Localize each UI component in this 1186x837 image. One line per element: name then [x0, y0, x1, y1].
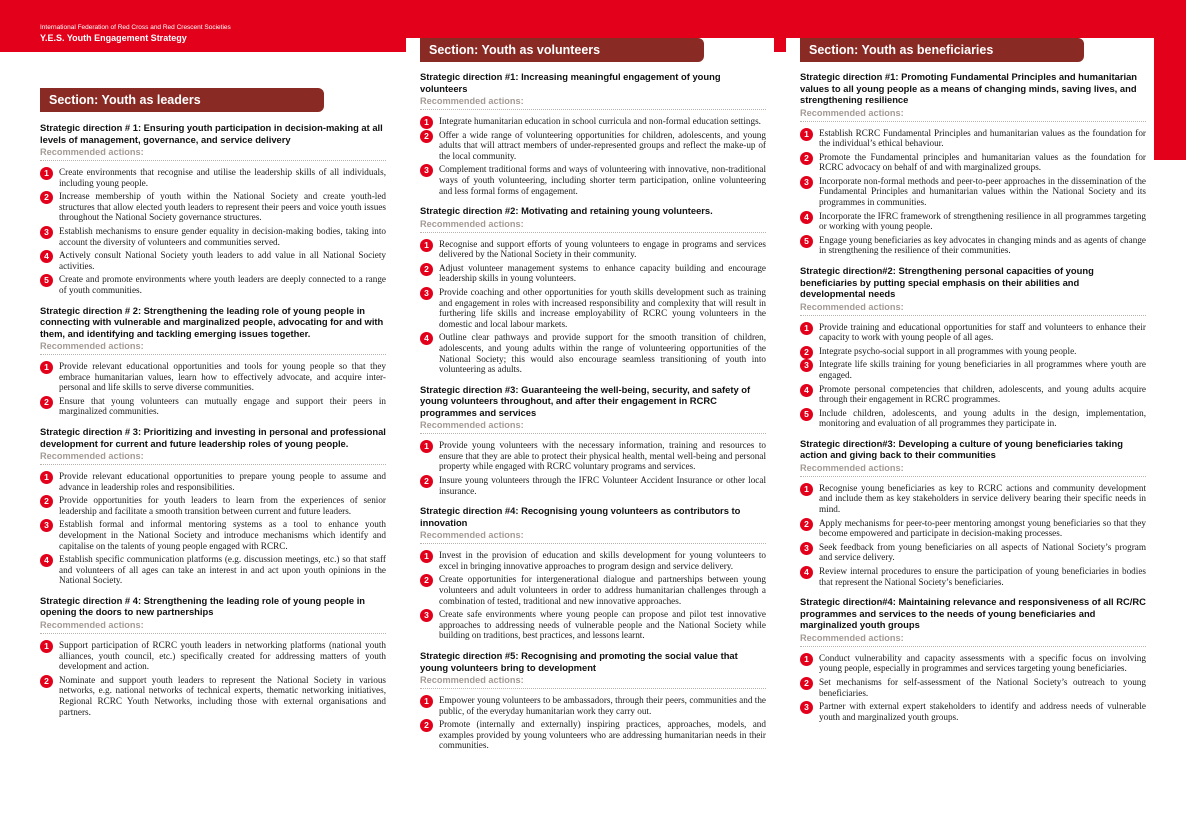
action-text: Empower young volunteers to be ambassadors, through their peers, communities and the public, of the everyday humanitarian work they carry out. [439, 695, 766, 716]
strategic-direction-title: Strategic direction#2: Strengthening personal capacities of young beneficiaries by putting special emphasis on their abilities and developmental needs [800, 265, 1094, 300]
number-badge-icon: 1 [800, 322, 813, 335]
number-badge-icon: 4 [800, 384, 813, 397]
action-list [800, 653, 1146, 723]
number-badge-icon: 4 [800, 211, 813, 224]
number-badge-icon: 1 [420, 116, 433, 129]
number-badge-icon: 1 [800, 653, 813, 666]
strategic-direction-title: Strategic direction #1: Increasing meaningful engagement of young volunteers [420, 71, 721, 94]
section-header: Section: Youth as beneficiaries [800, 38, 1084, 62]
action-item [40, 519, 386, 551]
section-header: Section: Youth as leaders [40, 88, 324, 112]
action-text: Create opportunities for intergenerational dialogue and partnerships between young volunteers and adult volunteers in order to address humanitarian challenges through a combination of tested, traditional and new innovative approaches. [439, 574, 766, 606]
action-item [800, 176, 1146, 208]
action-text: Actively consult National Society youth leaders to add value in all National Society activities. [59, 250, 386, 271]
recommended-actions-label: Recommended actions: [420, 675, 766, 689]
action-item [40, 361, 386, 393]
number-badge-icon: 1 [420, 239, 433, 252]
action-item [420, 719, 766, 751]
action-text: Provide young volunteers with the necessary information, training and resources to ensure that they are able to protect their physical health, mental well-being and personal property while engaged with RCRC voluntary programs and services. [439, 440, 766, 472]
action-item [800, 677, 1146, 698]
action-text: Include children, adolescents, and young adults in the design, implementation, monitoring and evaluation of all programmes they participate in. [819, 407, 1146, 429]
number-badge-icon: 5 [800, 235, 813, 248]
action-item [40, 226, 386, 247]
action-text: Integrate humanitarian education in school curricula and non-formal education settings. [439, 116, 761, 126]
doc-title: Y.E.S. Youth Engagement Strategy [40, 33, 187, 43]
recommended-actions-label: Recommended actions: [40, 620, 386, 634]
number-badge-icon: 4 [40, 250, 53, 263]
action-item [40, 167, 386, 188]
recommended-actions-label: Recommended actions: [420, 420, 766, 434]
action-item [800, 211, 1146, 232]
strategic-direction-title: Strategic direction #1: Promoting Fundamental Principles and humanitarian values to all young people as a means of changing minds, saving lives, and strengthening resilience [800, 71, 1138, 105]
action-item [420, 239, 766, 260]
number-badge-icon: 2 [420, 130, 433, 143]
action-item [420, 116, 766, 127]
action-text: Conduct vulnerability and capacity assessments with a specific focus on involving young people, especially in programmes and services targeting young beneficiaries. [819, 652, 1146, 674]
column-youth-as-beneficiaries [786, 38, 1154, 837]
strategic-direction-title: Strategic direction#3: Developing a culture of young beneficiaries taking action and giving back to their communities [800, 437, 1123, 461]
number-badge-icon: 5 [800, 408, 813, 421]
action-item [420, 574, 766, 606]
column-youth-as-volunteers [406, 38, 774, 837]
org-name: International Federation of Red Cross and Red Crescent Societies [40, 24, 231, 31]
recommended-actions-label: Recommended actions: [40, 341, 386, 355]
number-badge-icon: 4 [800, 566, 813, 579]
action-text: Ensure that young volunteers can mutually engage and support their peers in marginalized communities. [59, 395, 386, 417]
number-badge-icon: 4 [40, 554, 53, 567]
number-badge-icon: 1 [420, 550, 433, 563]
strategic-direction-title: Strategic direction #3: Guaranteeing the well-being, security, and safety of young volunteers throughout, and after their engagement in RCRC programmes and services [420, 383, 751, 418]
action-text: Support participation of RCRC youth leaders in networking platforms (national youth alliances, youth council, etc.) specifically created for addressing matters of youth development and action. [59, 639, 386, 672]
action-item [420, 164, 766, 196]
recommended-actions-label: Recommended actions: [40, 451, 386, 465]
number-badge-icon: 2 [800, 518, 813, 531]
number-badge-icon: 1 [40, 471, 53, 484]
action-item [800, 384, 1146, 405]
number-badge-icon: 1 [800, 483, 813, 496]
action-text: Provide relevant educational opportunities to prepare young people to assume and advance in leadership roles and responsibilities. [59, 471, 386, 492]
action-list [420, 116, 766, 196]
action-text: Adjust volunteer management systems to enhance capacity building and encourage leadership skills in young volunteers. [439, 262, 766, 284]
number-badge-icon: 2 [420, 719, 433, 732]
number-badge-icon: 1 [40, 361, 53, 374]
number-badge-icon: 2 [40, 675, 53, 688]
action-list [40, 167, 386, 296]
number-badge-icon: 4 [420, 332, 433, 345]
action-item [40, 274, 386, 295]
action-text: Recognise young beneficiaries as key to RCRC actions and community development and include them as key stakeholders in service delivery bearing their specific needs in mind. [819, 482, 1146, 515]
strategic-direction-title: Strategic direction # 3: Prioritizing and investing in personal and professional development for current and future leadership roles of young people. [40, 426, 386, 449]
action-text: Establish RCRC Fundamental Principles and humanitarian values as the foundation for the individual’s ethical behaviour. [819, 127, 1146, 149]
strategic-direction-title: Strategic direction # 2: Strengthening the leading role of young people in connecting with vulnerable and marginalized people, advocating for and with them, and identifying and tackling emerging issues together. [40, 304, 384, 339]
action-text: Seek feedback from young beneficiaries on all aspects of National Society’s program and service delivery. [819, 541, 1146, 563]
number-badge-icon: 2 [420, 263, 433, 276]
action-list [800, 322, 1146, 429]
action-list [420, 695, 766, 751]
number-badge-icon: 2 [40, 495, 53, 508]
action-list [420, 239, 766, 375]
action-list [40, 361, 386, 417]
action-text: Provide training and educational opportunities for staff and volunteers to enhance their capacity to work with young people of all ages. [819, 321, 1146, 343]
action-text: Increase membership of youth within the National Society and create youth-led structures that allow elected youth leaders to represent their peers and voice youth issues throughout the National Society governance structures. [59, 191, 386, 223]
action-item [420, 550, 766, 571]
action-item [40, 471, 386, 492]
action-text: Partner with external expert stakeholders to identify and address needs of vulnerable youth and marginalized youth groups. [819, 701, 1146, 722]
action-list [800, 128, 1146, 257]
action-text: Incorporate non-formal methods and peer-to-peer approaches in the dissemination of the Fundamental Principles and humanitarian values within the National Society and its programmes in communities. [819, 175, 1146, 208]
number-badge-icon: 3 [800, 176, 813, 189]
action-item [40, 640, 386, 672]
action-item [40, 191, 386, 223]
action-list [420, 550, 766, 641]
action-item [40, 250, 386, 271]
action-text: Provide opportunities for youth leaders to learn from the experiences of senior leadership and facilitate a smooth transition between current and future leaders. [59, 495, 386, 516]
action-item [800, 322, 1146, 343]
action-item [420, 695, 766, 716]
number-badge-icon: 3 [800, 701, 813, 714]
action-item [40, 554, 386, 586]
strategic-direction-title: Strategic direction # 4: Strengthening the leading role of young people in opening the doors to new partnerships [40, 594, 366, 618]
action-item [40, 396, 386, 417]
action-text: Insure young volunteers through the IFRC Volunteer Accident Insurance or other local insurance. [439, 475, 766, 496]
number-badge-icon: 5 [40, 274, 53, 287]
number-badge-icon: 2 [40, 191, 53, 204]
action-item [800, 566, 1146, 587]
number-badge-icon: 2 [420, 574, 433, 587]
action-list [40, 640, 386, 717]
action-text: Create and promote environments where youth leaders are deeply connected to a range of youth communities. [59, 274, 386, 295]
recommended-actions-label: Recommended actions: [420, 96, 766, 110]
action-item [800, 518, 1146, 539]
action-text: Establish formal and informal mentoring systems as a tool to enhance youth development in the National Society and introduce mechanisms which identify and capitalise on the talents of young people engaged with RCRC. [59, 519, 386, 551]
number-badge-icon: 3 [40, 519, 53, 532]
action-item [420, 130, 766, 162]
action-item [420, 263, 766, 284]
action-text: Promote (internally and externally) inspiring practices, approaches, models, and examples provided by young volunteers who are addressing humanitarian needs in their communities. [439, 719, 766, 751]
recommended-actions-label: Recommended actions: [800, 633, 1146, 647]
recommended-actions-label: Recommended actions: [800, 302, 1146, 316]
action-item [800, 701, 1146, 722]
action-text: Offer a wide range of volunteering opportunities for children, adolescents, and young adults that will attract members of under-represented groups and reflect the make-up of the local community. [439, 129, 766, 161]
number-badge-icon: 3 [420, 164, 433, 177]
action-text: Incorporate the IFRC framework of strengthening resilience in all programmes targeting or working with young people. [819, 210, 1146, 232]
action-item [800, 542, 1146, 563]
number-badge-icon: 3 [40, 226, 53, 239]
action-list [40, 471, 386, 586]
action-item [800, 346, 1146, 357]
action-text: Apply mechanisms for peer-to-peer mentoring amongst young beneficiaries so that they become empowered and participate in decision-making processes. [819, 517, 1146, 539]
number-badge-icon: 2 [420, 475, 433, 488]
action-item [420, 609, 766, 641]
action-text: Establish specific communication platforms (e.g. discussion meetings, etc.) so that staff and volunteers of all ages can take an interest in and act upon youth opinions in the National Society. [59, 554, 386, 586]
action-item [800, 483, 1146, 515]
action-text: Integrate life skills training for young beneficiaries in all programmes where youth are engaged. [819, 359, 1146, 380]
action-text: Engage young beneficiaries as key advocates in changing minds and as agents of change in strengthening the resilience of their communities. [819, 234, 1146, 256]
action-item [800, 408, 1146, 429]
number-badge-icon: 1 [420, 695, 433, 708]
number-badge-icon: 3 [420, 609, 433, 622]
action-item [40, 675, 386, 717]
action-text: Promote personal competencies that children, adolescents, and young adults acquire through their engagement in RCRC programmes. [819, 383, 1146, 405]
strategic-direction-title: Strategic direction #5: Recognising and promoting the social value that young volunteers bring to development [420, 650, 738, 673]
number-badge-icon: 1 [40, 640, 53, 653]
number-badge-icon: 2 [800, 677, 813, 690]
action-text: Complement traditional forms and ways of volunteering with innovative, non-traditional ways of youth volunteering, including shorter term participation, online volunteering and less formal forms of engagement. [439, 164, 766, 196]
action-text: Integrate psycho-social support in all programmes with young people. [819, 345, 1077, 356]
action-item [800, 128, 1146, 149]
action-item [800, 653, 1146, 674]
number-badge-icon: 1 [420, 440, 433, 453]
action-text: Nominate and support youth leaders to represent the National Society in various networks, e.g. national networks of technical experts, thematic networking initiatives, Regional RCRC Youth Networks, including those with external organisations and partners. [59, 674, 386, 717]
recommended-actions-label: Recommended actions: [420, 530, 766, 544]
strategic-direction-title: Strategic direction #2: Motivating and retaining young volunteers. [420, 205, 713, 217]
recommended-actions-label: Recommended actions: [40, 147, 386, 161]
action-text: Set mechanisms for self-assessment of the National Society’s outreach to young beneficiaries. [819, 676, 1146, 698]
action-item [420, 287, 766, 329]
action-item [40, 495, 386, 516]
recommended-actions-label: Recommended actions: [420, 219, 766, 233]
action-item [420, 440, 766, 472]
action-text: Recognise and support efforts of young volunteers to engage in programs and services delivered by the National Society in their community. [439, 238, 766, 260]
action-list [800, 483, 1146, 587]
strategic-direction-title: Strategic direction # 1: Ensuring youth participation in decision-making at all levels of management, governance, and service delivery [40, 122, 383, 145]
action-item [800, 235, 1146, 256]
action-item [420, 332, 766, 374]
action-text: Review internal procedures to ensure the participation of young beneficiaries in bodies that represent the National Society’s beneficiaries. [819, 566, 1146, 587]
action-list [420, 440, 766, 496]
action-text: Create environments that recognise and utilise the leadership skills of all individuals, including young people. [59, 167, 386, 188]
number-badge-icon: 1 [800, 128, 813, 141]
action-item [800, 359, 1146, 380]
recommended-actions-label: Recommended actions: [800, 463, 1146, 477]
number-badge-icon: 1 [40, 167, 53, 180]
number-badge-icon: 2 [800, 152, 813, 165]
number-badge-icon: 2 [40, 396, 53, 409]
action-text: Provide relevant educational opportunities and tools for young people so that they embrace humanitarian values, learn how to effectively advocate, and acquire inter-personal and life skills to serve diverse communities. [59, 361, 386, 393]
action-item [420, 475, 766, 496]
recommended-actions-label: Recommended actions: [800, 108, 1146, 122]
number-badge-icon: 3 [800, 359, 813, 372]
strategic-direction-title: Strategic direction#4: Maintaining relevance and responsiveness of all RC/RC programmes and services to the needs of young beneficiaries and marginalized youth groups [800, 596, 1146, 631]
number-badge-icon: 3 [800, 542, 813, 555]
action-text: Outline clear pathways and provide support for the smooth transition of children, adolescents, and young adults within the range of volunteering opportunities of the National Society; this would also encourage seamless transitioning of youth into volunteering as adults. [439, 332, 766, 375]
column-youth-as-leaders [26, 88, 394, 837]
number-badge-icon: 3 [420, 287, 433, 300]
number-badge-icon: 2 [800, 346, 813, 359]
strategic-direction-title: Strategic direction #4: Recognising young volunteers as contributors to innovation [420, 505, 741, 528]
section-header: Section: Youth as volunteers [420, 38, 704, 62]
action-text: Promote the Fundamental principles and humanitarian values as the foundation for RCRC advocacy on behalf of and with marginalized groups. [819, 151, 1146, 173]
action-text: Create safe environments where young people can propose and pilot test innovative approaches to addressing needs of vulnerable people and the National Society while building on traditions, best practices, and lessons learnt. [439, 609, 766, 641]
action-item [800, 152, 1146, 173]
action-text: Provide coaching and other opportunities for youth skills development such as training and engagement in roles with increased responsibility and complexity that will result in furthering life skills and increase employability of RCRC young volunteers in the domestic and local labour markets. [439, 287, 766, 329]
action-text: Establish mechanisms to ensure gender equality in decision-making bodies, taking into account the diversity of volunteers and communities served. [59, 225, 386, 247]
action-text: Invest in the provision of education and skills development for young volunteers to excel in bringing innovative approaches to program design and service delivery. [439, 550, 766, 571]
